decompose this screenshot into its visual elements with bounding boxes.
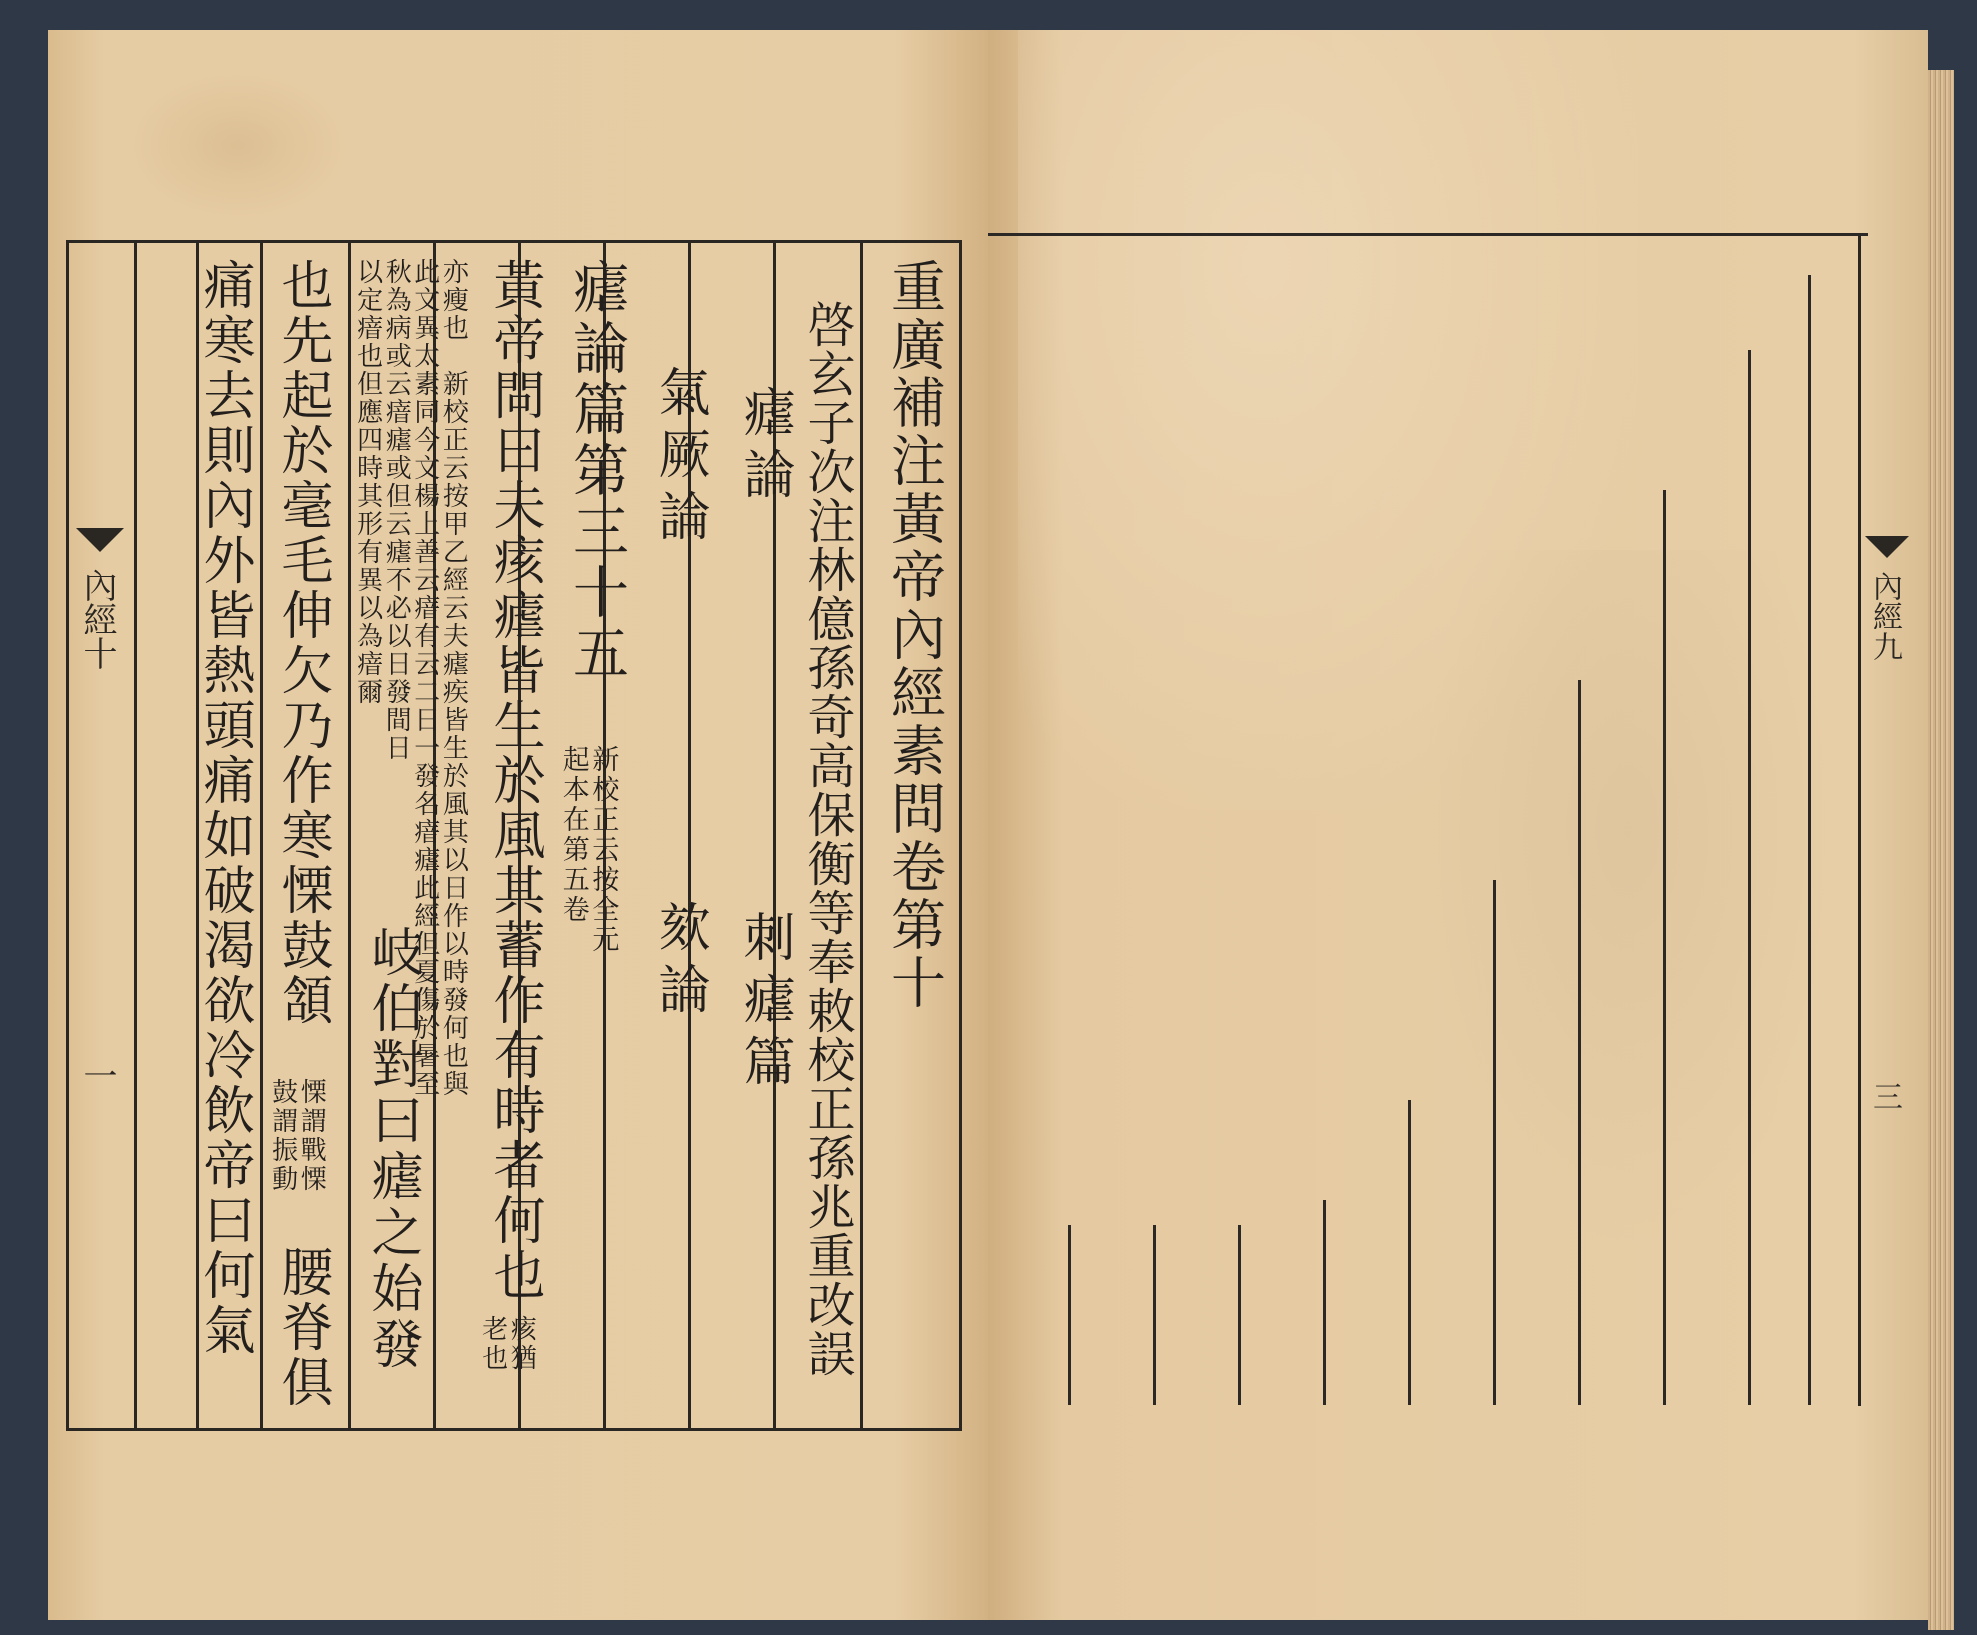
column-rule (860, 243, 863, 1428)
column-rule (1808, 275, 1811, 1405)
editors-line: 啓玄子次注林億孫奇高保衡等奉敕校正孫兆重改誤 (799, 300, 855, 1378)
commentary-block: 亦瘦也 新校正云按甲乙經云夫瘧疾皆生於風其以日作以時發何也與 此文異太素同今文楊上善云瘖有云二日一發名瘖瘧此經但夏傷於暑至 秋為病或云瘖瘧或但云瘧不必以日發間日 以定瘖也但應四時其形有異以為瘖爾 (352, 258, 469, 1098)
body-text: 腰脊俱 (272, 1245, 332, 1410)
body-text: 黃帝問曰夫痎瘧皆生於風其蓄作有時者何也 (484, 258, 544, 1303)
body-text: 也先起於毫毛伸欠乃作寒慄鼓頷 (272, 258, 332, 1028)
gutter-page-number: 三 (1867, 1081, 1902, 1111)
column-rule (1578, 680, 1581, 1405)
right-page (988, 30, 1928, 1620)
gutter-page-number: 一 (77, 1058, 117, 1092)
column-rule (1493, 880, 1496, 1405)
column-rule (1323, 1200, 1326, 1405)
gutter-title: 內經九 (1867, 571, 1902, 661)
body-text: 岐伯對曰瘧之始發 (362, 925, 422, 1373)
frame-top-rule (988, 233, 1868, 236)
gutter-strip-right (1858, 236, 1911, 1406)
column-rule (1663, 490, 1666, 1405)
column-rule (260, 243, 263, 1428)
column-rule (1238, 1225, 1241, 1405)
interlinear-note: 痎猶 老也 (477, 1315, 537, 1373)
gutter-strip-left (66, 243, 137, 1428)
left-page (48, 30, 988, 1620)
water-stain (1418, 550, 1838, 1250)
water-stain (1018, 30, 1638, 810)
paper-stain (128, 70, 348, 220)
toc-entry: 刺瘧篇 (734, 910, 794, 1096)
chapter-heading: 瘧論篇第三十五 (564, 258, 629, 685)
column-rule (1153, 1225, 1156, 1405)
page-edges (1928, 70, 1954, 1630)
toc-entry: 瘧論 (734, 385, 794, 509)
interlinear-note: 慄謂戰慄 鼓謂振動 (267, 1078, 327, 1194)
gutter-title: 內經十 (77, 568, 117, 670)
toc-entry: 氣厥論 (649, 365, 709, 551)
fishtail-mark (76, 528, 124, 552)
toc-entry: 欬論 (649, 900, 709, 1024)
chapter-note: 新校正云按全元 起本在第五卷 (557, 745, 619, 955)
column-rule (348, 243, 351, 1428)
column-rule (1068, 1225, 1071, 1405)
column-rule (1408, 1100, 1411, 1405)
body-text: 痛寒去則內外皆熱頭痛如破渴欲冷飲帝曰何氣 (194, 258, 254, 1358)
fishtail-mark (1865, 536, 1909, 558)
column-rule (1748, 350, 1751, 1405)
volume-title: 重廣補注黃帝內經素問卷第十 (882, 258, 946, 1012)
